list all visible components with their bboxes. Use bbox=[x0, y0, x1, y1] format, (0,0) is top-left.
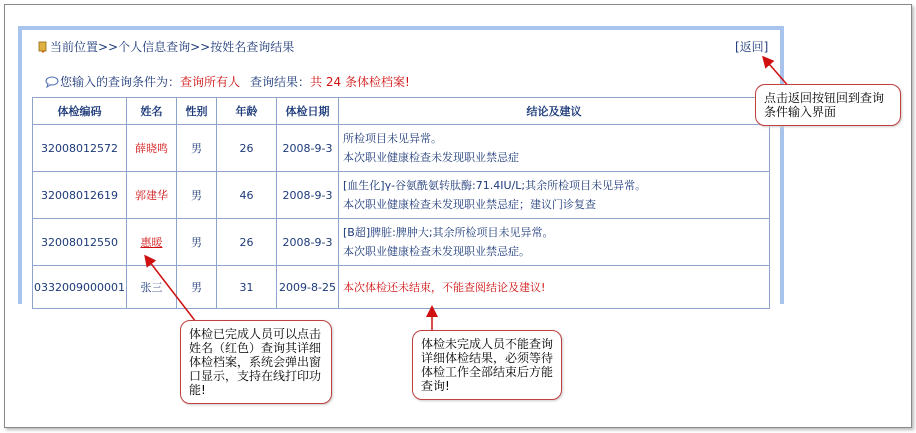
cell-gender: 男 bbox=[176, 125, 216, 172]
conclusion-line: 所检项目未见异常。 bbox=[342, 132, 442, 145]
cell-age: 26 bbox=[216, 219, 276, 266]
conclusion-line: 本次职业健康检查未发现职业禁忌症；建议门诊复查 bbox=[342, 198, 596, 211]
cell-code: 32008012572 bbox=[33, 125, 127, 172]
back-button[interactable]: [返回] bbox=[735, 40, 769, 54]
header-gender: 性别 bbox=[176, 98, 216, 125]
conclusion-line: 本次职业健康检查未发现职业禁忌症。 bbox=[342, 245, 530, 258]
cell-name: 张三 bbox=[126, 266, 176, 309]
cell-date: 2008-9-3 bbox=[276, 125, 338, 172]
cell-age: 46 bbox=[216, 172, 276, 219]
result-count: 共 24 条体检档案! bbox=[310, 75, 410, 89]
conclusion-line: 本次职业健康检查未发现职业禁忌症 bbox=[342, 151, 519, 164]
cell-code: 32008012619 bbox=[33, 172, 127, 219]
result-label: 查询结果： bbox=[250, 75, 311, 89]
cell-gender: 男 bbox=[176, 219, 216, 266]
conclusion-line: 本次体检还未结束，不能查阅结论及建议! bbox=[342, 280, 546, 294]
header-age: 年龄 bbox=[216, 98, 276, 125]
callout-back: 点击返回按钮回到查询条件输入界面 bbox=[755, 84, 901, 126]
header-conclusion: 结论及建议 bbox=[338, 98, 769, 125]
header-code: 体检编码 bbox=[33, 98, 127, 125]
cell-name-link[interactable]: 郭建华 bbox=[126, 172, 176, 219]
conclusion-line: [血生化]γ-谷氨酰氨转肽酶:71.4IU/L;其余所检项目未见异常。 bbox=[342, 179, 647, 192]
cell-age: 26 bbox=[216, 125, 276, 172]
cell-date: 2009-8-25 bbox=[276, 266, 338, 309]
condition-prefix: 您输入的查询条件为： bbox=[60, 75, 181, 89]
cell-date: 2008-9-3 bbox=[276, 172, 338, 219]
condition-value: 查询所有人 bbox=[180, 75, 241, 89]
header-date: 体检日期 bbox=[276, 98, 338, 125]
cell-age: 31 bbox=[216, 266, 276, 309]
cell-gender: 男 bbox=[176, 172, 216, 219]
conclusion-line: [B超]脾脏:脾肿大;其余所检项目未见异常。 bbox=[342, 226, 554, 239]
cell-name-link[interactable]: 薛晓鸣 bbox=[126, 125, 176, 172]
cell-name-link[interactable]: 惠暖 bbox=[126, 219, 176, 266]
callout-unfinished: 体检未完成人员不能查询详细体检结果，必须等待体检工作全部结束后方能查询! bbox=[412, 330, 562, 400]
callout-name-link: 体检已完成人员可以点击姓名（红色）查询其详细体检档案，系统会弹出窗口显示，支持在线打印功能! bbox=[180, 320, 332, 404]
breadcrumb-text: 当前位置>>个人信息查询>>按姓名查询结果 bbox=[50, 40, 295, 54]
cell-code: 32008012550 bbox=[33, 219, 127, 266]
header-name: 姓名 bbox=[126, 98, 176, 125]
cell-date: 2008-9-3 bbox=[276, 219, 338, 266]
cell-code: 0332009000001 bbox=[33, 266, 127, 309]
cell-gender: 男 bbox=[176, 266, 216, 309]
